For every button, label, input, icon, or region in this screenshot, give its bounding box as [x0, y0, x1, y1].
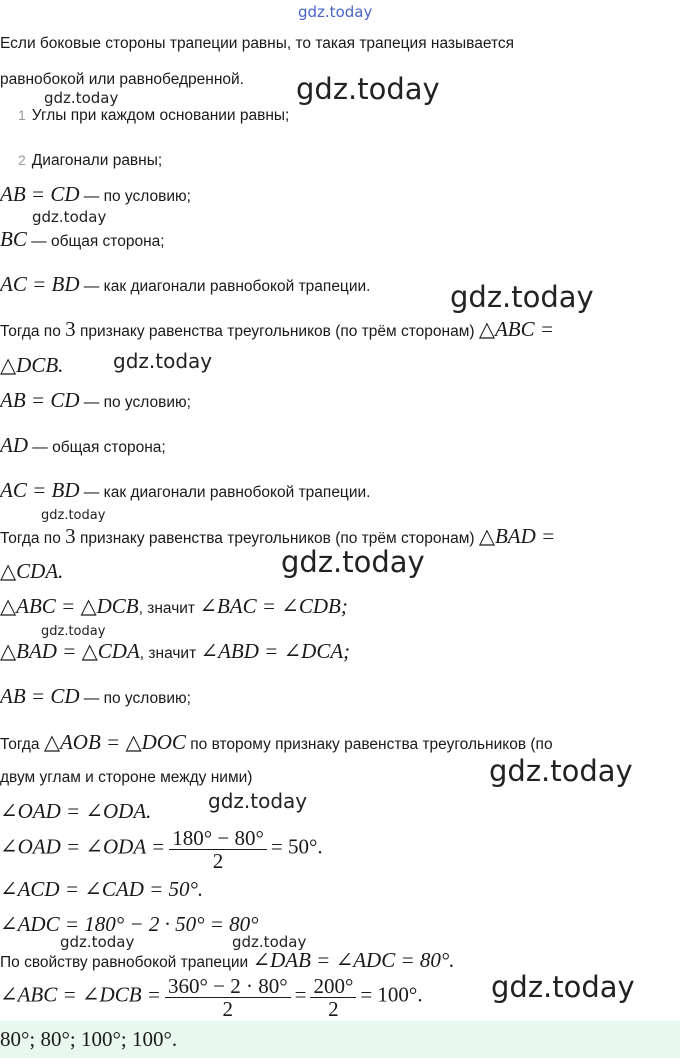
proof2-conclusion: Тогда по 3 признаку равенства треугольников (по трём сторонам) △BAD = — [0, 524, 556, 548]
angles-line-1: △ABC = △DCB, значит ∠BAC = ∠CDB; — [0, 594, 348, 618]
watermark: gdz.today — [32, 208, 107, 226]
definition-line-1: Если боковые стороны трапеции равны, то такая трапеция называется — [0, 35, 515, 52]
proof1-conclusion: Тогда по 3 признаку равенства треугольников (по трём сторонам) △ABC = — [0, 317, 555, 341]
watermark: gdz.today — [41, 624, 106, 639]
angles-line-3: AB = CD — по условию; — [0, 684, 191, 708]
property-text: Диагонали равны; — [31, 152, 163, 169]
proof1-line-2: BC — общая сторона; — [0, 227, 165, 251]
fraction: $\frac{180^\circ - 80^\circ}{2}$ — [169, 827, 267, 872]
fraction: $\frac{360^\circ - 2 \cdot 80^\circ}{2}$ — [165, 975, 291, 1020]
property-text: Углы при каждом основании равны; — [31, 107, 290, 124]
watermark-top: gdz.today — [298, 3, 373, 21]
definition-line-2: равнобокой или равнобедренной. — [0, 71, 244, 88]
angles-line-2: △BAD = △CDA, значит ∠ABD = ∠DCA; — [0, 639, 351, 663]
watermark: gdz.today — [232, 933, 307, 951]
watermark: gdz.today — [208, 789, 308, 813]
proof1-conclusion-cont: △DCB. — [0, 353, 64, 377]
watermark: gdz.today — [41, 508, 106, 523]
proof1-line-3: AC = BD — как диагонали равнобокой трапеции. — [0, 272, 371, 296]
calc-line-1: ∠OAD = ∠ODA. — [0, 799, 152, 823]
watermark: gdz.today — [491, 970, 635, 1004]
watermark: gdz.today — [44, 89, 119, 107]
answer-text: 80°; 80°; 100°; 100°. — [0, 1027, 178, 1051]
calc-line-3: ∠ACD = ∠CAD = 50°. — [0, 877, 204, 901]
watermark: gdz.today — [60, 933, 135, 951]
property-number: 2 — [18, 152, 26, 168]
watermark: gdz.today — [450, 280, 594, 314]
watermark: gdz.today — [281, 545, 425, 579]
watermark: gdz.today — [296, 72, 440, 106]
proof2-conclusion-cont: △CDA. — [0, 559, 64, 583]
property-item — [18, 149, 162, 172]
fraction: $\frac{200^\circ}{2}$ — [310, 975, 356, 1020]
proof2-line-2: AD — общая сторона; — [0, 433, 166, 457]
watermark: gdz.today — [489, 754, 633, 788]
proof1-line-1: AB = CD — по условию; — [0, 182, 191, 206]
calc-line-5: По свойству равнобокой трапеции ∠DAB = ∠ADC = 80°. — [0, 948, 455, 972]
calc-line-6: ∠ABC = ∠DCB = $\frac{360^\circ - 2 \cdot 80^\circ}{2}$ = $\frac{200^\circ}{2}$ = 100°. — [0, 974, 423, 1021]
proof2-line-1: AB = CD — по условию; — [0, 388, 191, 412]
calc-line-4: ∠ADC = 180° − 2 · 50° = 80° — [0, 912, 259, 936]
calc-line-2: ∠OAD = ∠ODA = $\frac{180^\circ - 80^\circ}{2}$ = 50°. — [0, 826, 323, 873]
property-item — [18, 104, 289, 127]
answer-box — [0, 1021, 680, 1058]
property-number: 1 — [18, 107, 26, 123]
watermark: gdz.today — [113, 349, 213, 373]
proof2-line-3: AC = BD — как диагонали равнобокой трапеции. — [0, 478, 371, 502]
angles-theorem: Тогда △AOB = △DOC по второму признаку равенства треугольников (по — [0, 730, 553, 754]
angles-theorem-cont: двум углам и стороне между ними) — [0, 769, 253, 786]
